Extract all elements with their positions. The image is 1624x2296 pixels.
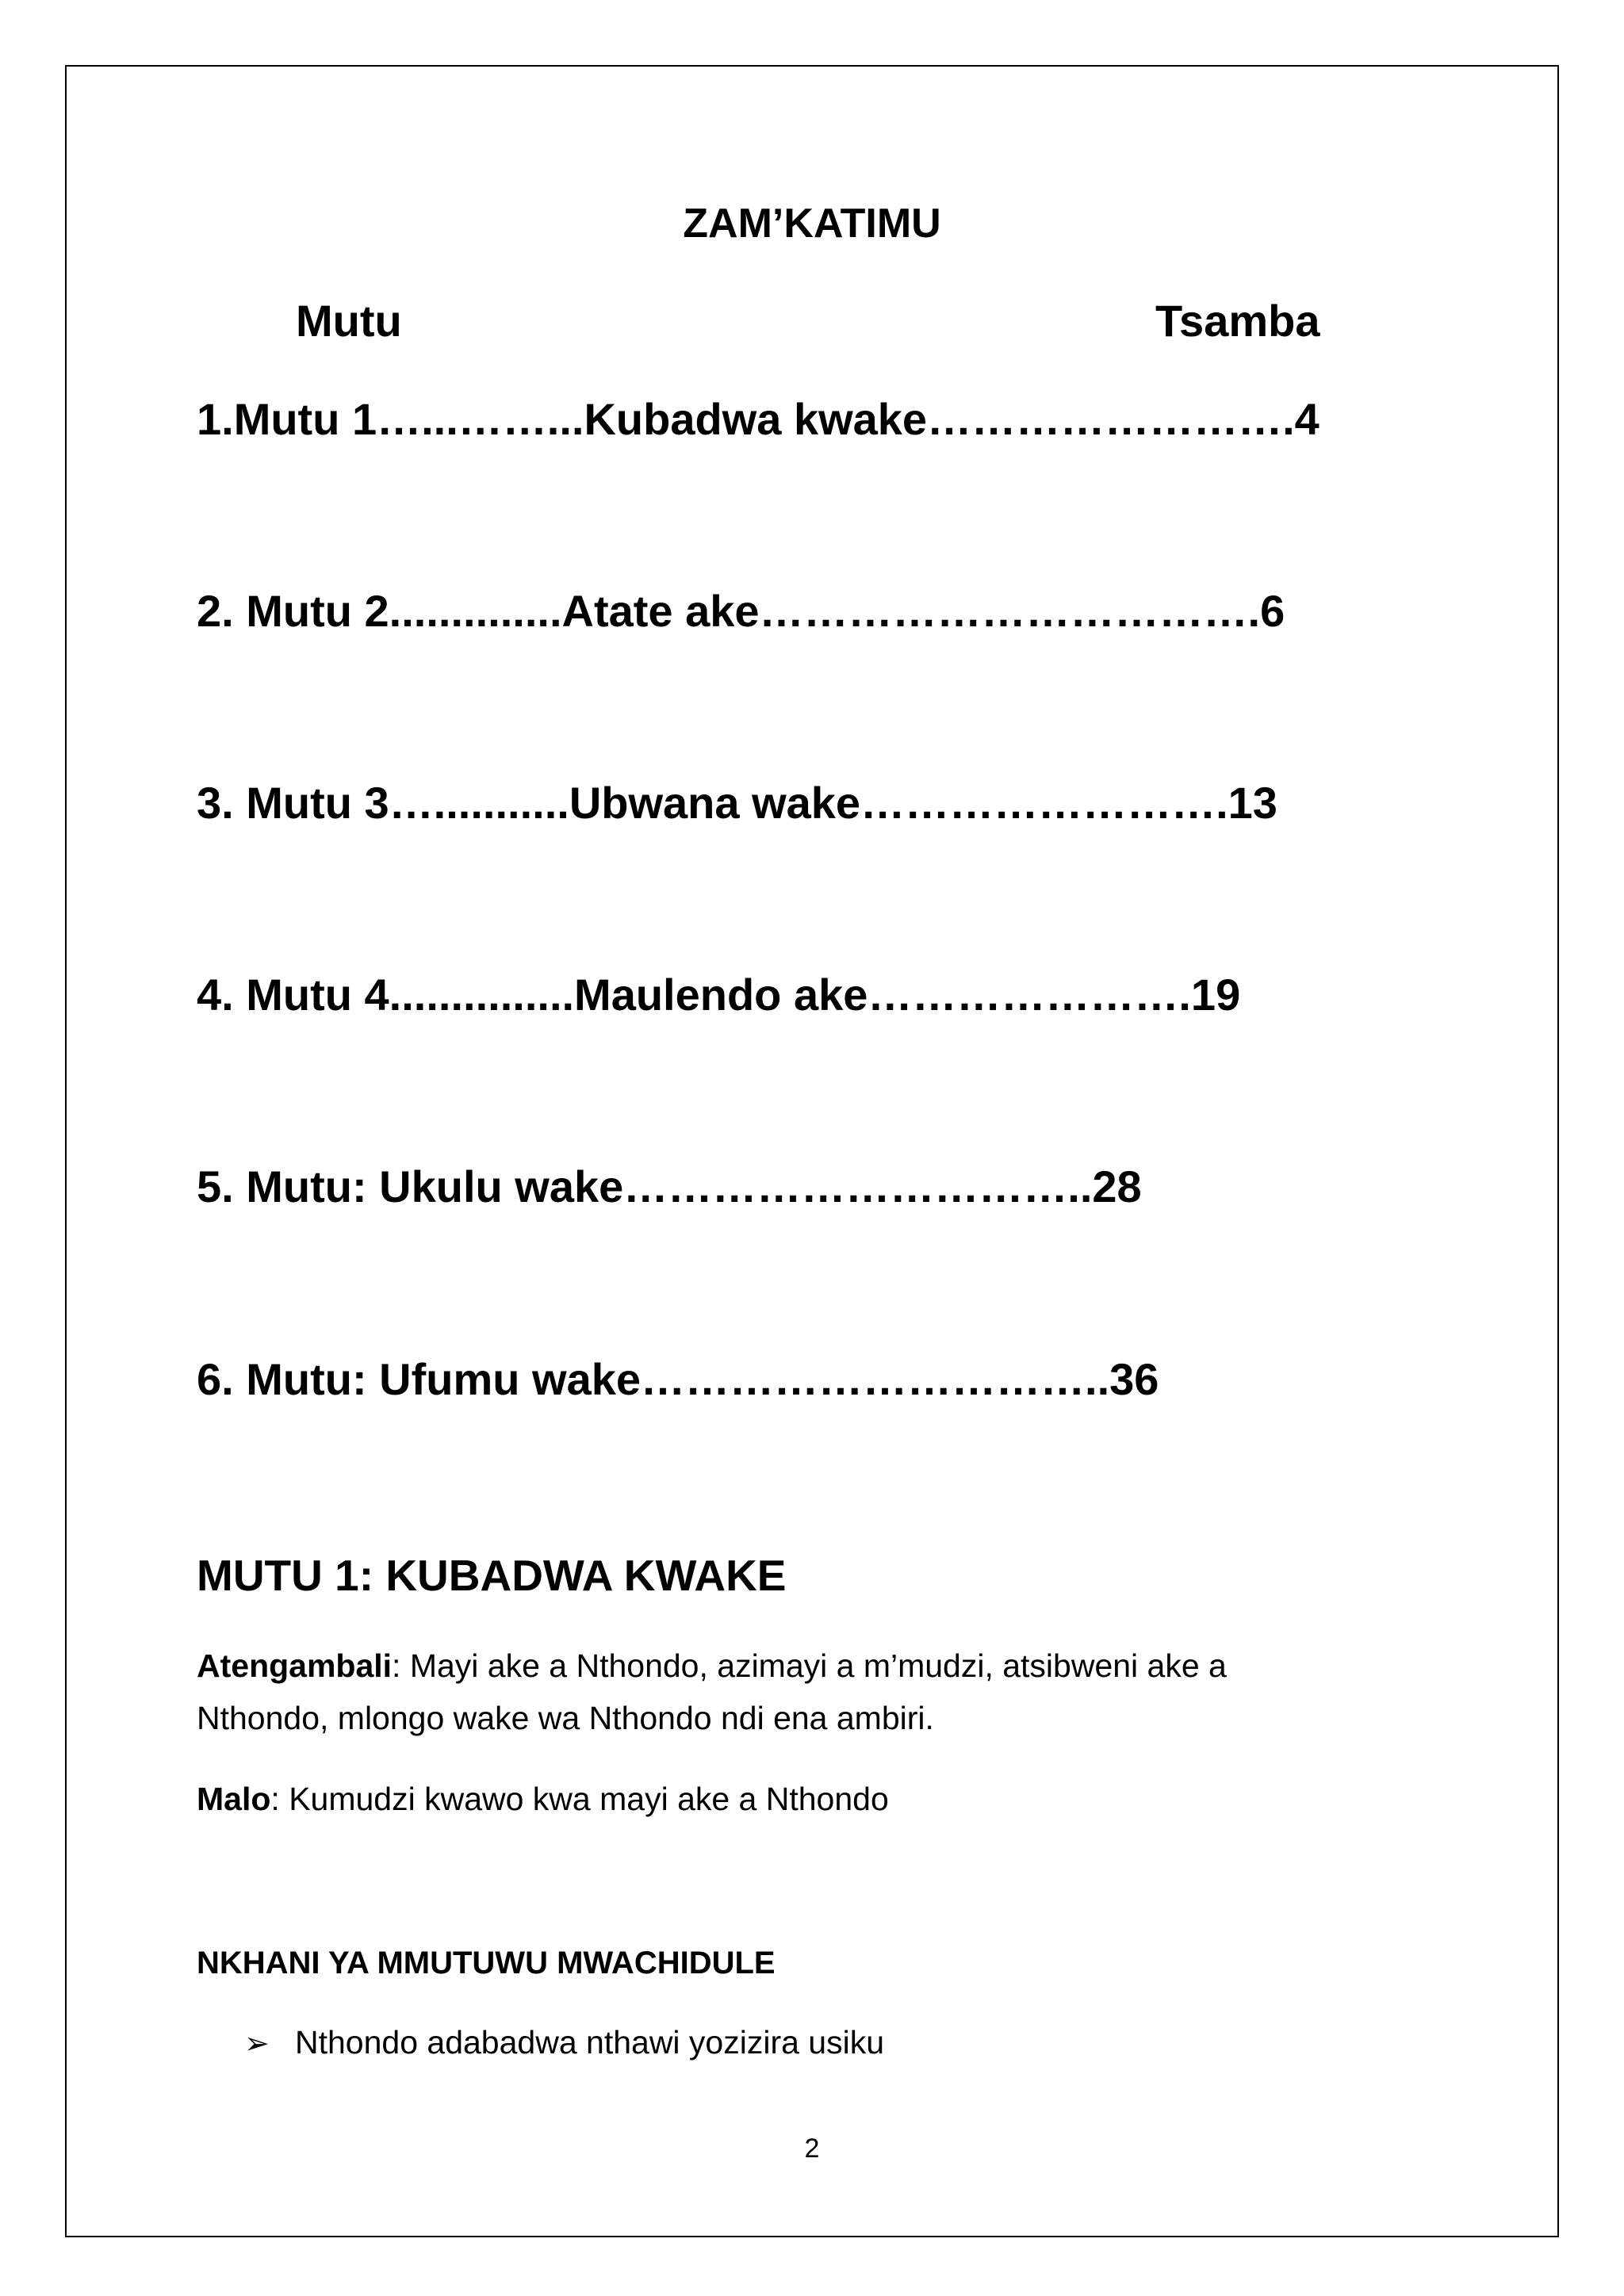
page-number: 2 <box>804 2133 820 2164</box>
page-border <box>65 65 1559 2237</box>
toc-entry: 1.Mutu 1…...……...Kubadwa kwake…………………….4 <box>197 394 1320 444</box>
characters-label: Atengambali <box>197 1647 393 1684</box>
toc-entry: 6. Mutu: Ufumu wake…………………………..36 <box>197 1354 1159 1404</box>
toc-title: ZAM’KATIMU <box>683 201 941 247</box>
toc-column-page: Tsamba <box>1155 296 1320 346</box>
characters-paragraph <box>197 1640 1227 1744</box>
toc-entry: 5. Mutu: Ukulu wake…………………………..28 <box>197 1161 1142 1211</box>
characters-text-continued: Nthondo, mlongo wake wa Nthondo ndi ena ambiri. <box>197 1700 934 1736</box>
chapter-heading: MUTU 1: KUBADWA KWAKE <box>197 1551 787 1600</box>
setting-paragraph <box>197 1773 889 1825</box>
toc-entry: 2. Mutu 2..............Atate ake…………………………….6 <box>197 586 1285 636</box>
characters-text: : Mayi ake a Nthondo, azimayi a m’mudzi, atsibweni ake a <box>392 1647 1227 1684</box>
bullet-list-item <box>244 2024 884 2061</box>
toc-column-chapter: Mutu <box>296 296 402 346</box>
toc-entry: 4. Mutu 4...............Maulendo ake………………….19 <box>197 970 1241 1020</box>
setting-text: : Kumudzi kwawo kwa mayi ake a Nthondo <box>270 1781 889 1817</box>
setting-label: Malo <box>197 1781 271 1817</box>
arrow-bullet-icon: ➢ <box>244 2027 270 2061</box>
bullet-text: Nthondo adabadwa nthawi yozizira usiku <box>295 2024 885 2061</box>
summary-heading: NKHANI YA MMUTUWU MWACHIDULE <box>197 1946 776 1980</box>
toc-entry: 3. Mutu 3…...........Ubwana wake…………………….13 <box>197 778 1277 828</box>
